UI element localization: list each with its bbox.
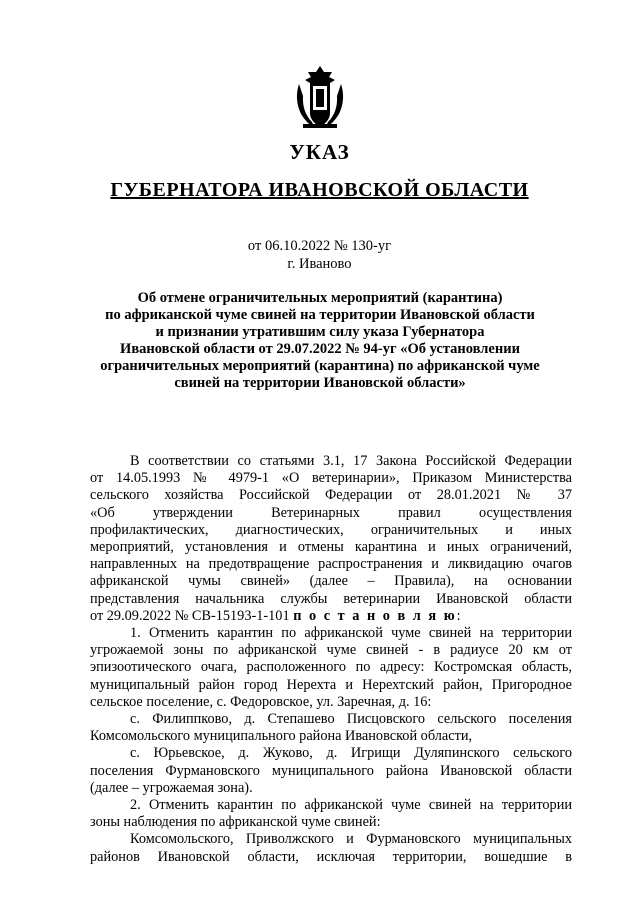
body-line: мероприятий, установления и отмены карантина и иных ограничений, [90, 539, 572, 556]
document-type-title: УКАЗ [289, 140, 350, 164]
body-line: районов Ивановской области, исключая территории, вошедшие в [90, 848, 572, 865]
heading-line: по африканской чуме свиней на территории Ивановской области [105, 307, 535, 323]
body-line: африканской чумы свиней» (далее – Правила), на основании [90, 573, 572, 590]
body-line: (далее – угрожаемая зона). [90, 779, 253, 796]
body-line: В соответствии со статьями 3.1, 17 Закона Российской Федерации [130, 453, 572, 469]
body-line: 1. Отменить карантин по африканской чуме свиней на территории [130, 625, 572, 642]
body-line: сельское поселение, с. Федоровское, ул. Заречная, д. 16: [90, 693, 432, 710]
body-line: зоны наблюдения по африканской чуме свиней: [90, 814, 381, 831]
heading-line: Ивановской области от 29.07.2022 № 94-уг «Об установлении [120, 341, 520, 357]
body-line: эпизоотического очага, расположенного по адресу: Костромская область, [90, 659, 572, 676]
heading-line: Об отмене ограничительных мероприятий (карантина) [137, 290, 503, 306]
body-line: с. Филиппково, д. Степашево Писцовского сельского поселения [130, 711, 572, 728]
body-line: «Об утверждении Ветеринарных правил осуществления [90, 504, 572, 521]
body-line-text: от 29.09.2022 № СВ-15193-1-101 [90, 607, 290, 624]
document-heading [70, 290, 570, 392]
body-line: 2. Отменить карантин по африканской чуме свиней на территории [130, 797, 572, 814]
body-line: Комсомольского, Приволжского и Фурмановского муниципальных [130, 831, 572, 848]
body-line: профилактических, диагностических, ограничительных и иных [90, 521, 572, 538]
heading-line: и признании утратившим силу указа Губернатора [155, 324, 485, 340]
document-body [90, 453, 572, 866]
coat-of-arms-icon [293, 64, 347, 130]
body-line: поселения Фурмановского муниципального района Ивановской области [90, 762, 572, 779]
body-line: с. Юрьевское, д. Жуково, д. Игрищи Дуляпинского сельского [130, 745, 572, 762]
issuer-title: ГУБЕРНАТОРА ИВАНОВСКОЙ ОБЛАСТИ [110, 179, 529, 201]
body-line: направленных на предотвращение распространения и ликвидацию очагов [90, 556, 572, 573]
heading-line: свиней на территории Ивановской области» [174, 375, 466, 391]
body-line: сельского хозяйства Российской Федерации от 28.01.2021 № 37 [90, 487, 572, 504]
body-line: от 14.05.1993 № 4979-1 «О ветеринарии», Приказом Министерства [90, 470, 572, 487]
body-line: угрожаемой зоны по африканской чуме свиней - в радиусе 20 км от [90, 642, 572, 659]
date-number: от 06.10.2022 № 130-уг [247, 238, 392, 254]
body-line: Комсомольского муниципального района Ивановской области, [90, 728, 473, 745]
date-block [0, 237, 639, 273]
body-line: от 29.09.2022 № СВ-15193-1-101 п о с т а н о в л я ю: [90, 607, 461, 624]
city-name: г. Иваново [287, 256, 352, 272]
body-line: представления начальника службы ветеринарии Ивановской области [90, 590, 572, 607]
postanovlyayu-word: п о с т а н о в л я ю [293, 607, 457, 624]
heading-line: ограничительных мероприятий (карантина) по африканской чуме [100, 358, 540, 374]
body-line: муниципальный район город Нерехта и Нерехтский район, Пригородное [90, 676, 572, 693]
